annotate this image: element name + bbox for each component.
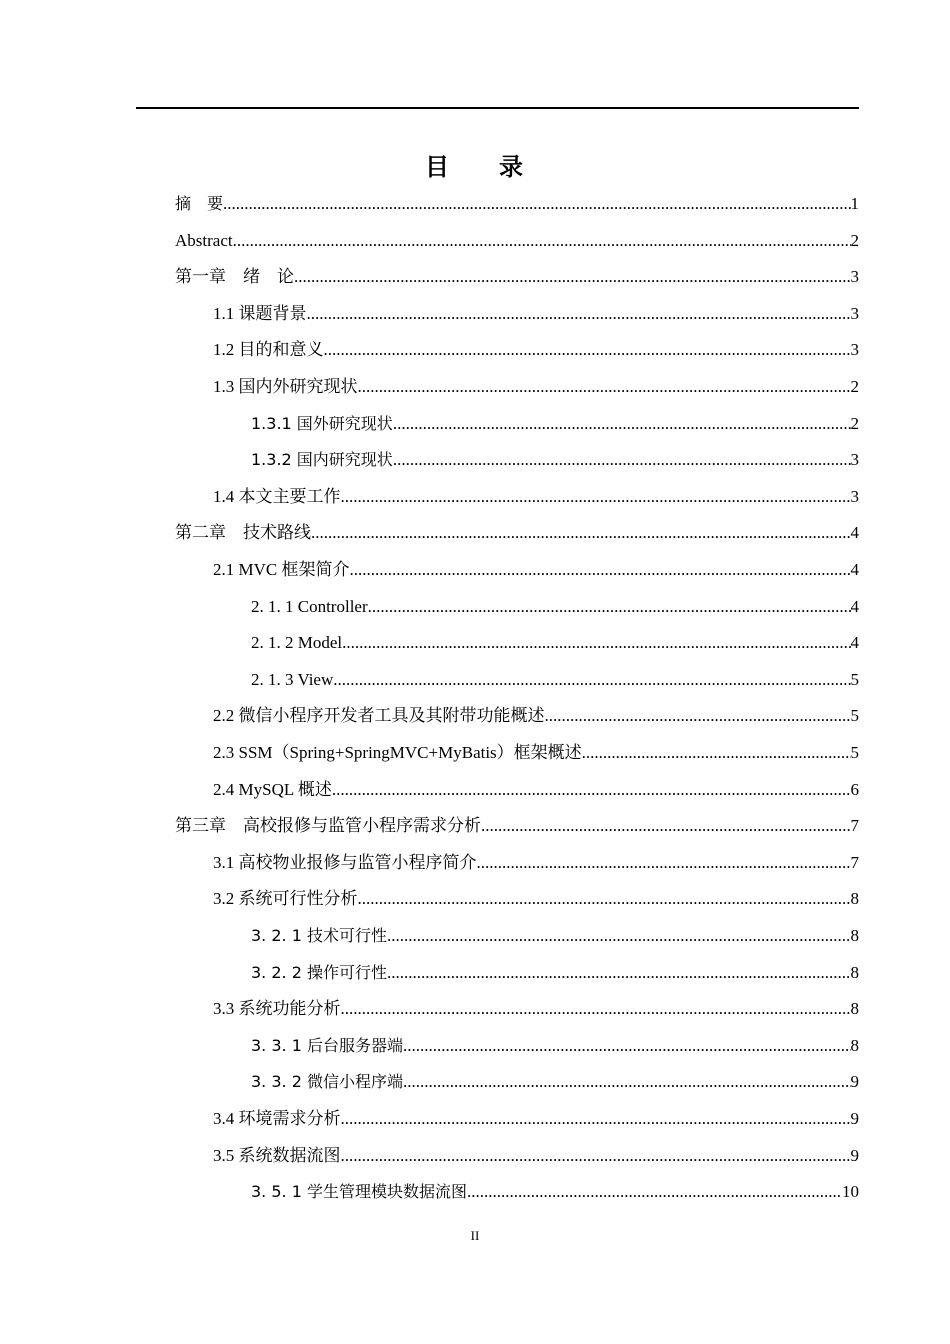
toc-entry-label: 1.3 国内外研究现状 — [213, 377, 358, 396]
toc-leader-dots — [341, 485, 851, 509]
toc-entry[interactable] — [213, 997, 859, 1021]
toc-entry[interactable] — [213, 778, 859, 802]
toc-entry[interactable] — [251, 668, 859, 692]
toc-entry[interactable] — [175, 265, 859, 289]
toc-entry[interactable] — [175, 521, 859, 545]
toc-leader-dots — [341, 1107, 851, 1131]
toc-entry[interactable] — [213, 741, 859, 765]
toc-entry-page: 8 — [850, 1036, 859, 1055]
toc-entry-label: 2.3 SSM（Spring+SpringMVC+MyBatis）框架概述 — [213, 743, 582, 762]
toc-leader-dots — [341, 1144, 851, 1168]
toc-entry-page: 5 — [850, 706, 859, 725]
toc-entry-label: 2. 1. 3 View — [251, 670, 334, 689]
toc-title — [0, 147, 950, 182]
toc-entry[interactable] — [251, 924, 859, 948]
toc-entry-label: 第一章 绪 论 — [175, 267, 294, 286]
toc-entry-label: 3.1 高校物业报修与监管小程序简介 — [213, 853, 477, 872]
toc-entry-page: 5 — [850, 670, 859, 689]
toc-entry[interactable] — [213, 1144, 859, 1168]
toc-leader-dots — [545, 704, 851, 728]
toc-entry-page: 8 — [850, 889, 859, 908]
toc-title-left: 目 — [425, 153, 451, 181]
toc-entry-page: 6 — [850, 780, 859, 799]
footer-page-number: II — [470, 1228, 480, 1243]
toc-entry[interactable] — [213, 851, 859, 875]
toc-leader-dots — [403, 1070, 851, 1094]
toc-leader-dots — [387, 924, 851, 948]
toc-entry[interactable] — [251, 631, 859, 655]
toc-entry-label: 2. 1. 1 Controller — [251, 597, 368, 616]
toc-entry-label: 2.2 微信小程序开发者工具及其附带功能概述 — [213, 706, 545, 725]
toc-entry-label: 第二章 技术路线 — [175, 523, 311, 542]
toc-entry[interactable] — [175, 814, 859, 838]
toc-entry[interactable] — [213, 338, 859, 362]
toc-entry-label: 1.3.1 国外研究现状 — [251, 414, 393, 433]
toc-leader-dots — [582, 741, 851, 765]
toc-entry-label: 2. 1. 2 Model — [251, 633, 343, 652]
toc-entry-label: 2.1 MVC 框架简介 — [213, 560, 350, 579]
toc-entry-page: 8 — [850, 963, 859, 982]
toc-entry-page: 2 — [850, 377, 859, 396]
toc-entry[interactable] — [213, 1107, 859, 1131]
toc-entry-page: 1 — [850, 194, 859, 213]
toc-entry-page: 2 — [850, 414, 859, 433]
toc-entry-label: 3. 5. 1 学生管理模块数据流图 — [251, 1182, 467, 1201]
toc-leader-dots — [477, 851, 851, 875]
toc-leader-dots — [332, 778, 851, 802]
toc-entry-page: 9 — [850, 1072, 859, 1091]
toc-entry-page: 3 — [850, 304, 859, 323]
toc-leader-dots — [349, 558, 850, 582]
toc-leader-dots — [342, 631, 850, 655]
toc-entry[interactable] — [213, 558, 859, 582]
toc-leader-dots — [368, 595, 851, 619]
toc-entry-page: 7 — [850, 816, 859, 835]
toc-entry[interactable] — [251, 1034, 859, 1058]
toc-leader-dots — [467, 1180, 842, 1204]
toc-entry-label: Abstract — [175, 231, 233, 250]
toc-entry-label: 3.2 系统可行性分析 — [213, 889, 358, 908]
toc-entry-label: 3.3 系统功能分析 — [213, 999, 341, 1018]
toc-entry-label: 3.4 环境需求分析 — [213, 1109, 341, 1128]
toc-entry-page: 10 — [842, 1182, 859, 1201]
toc-entry[interactable] — [251, 961, 859, 985]
toc-entry-label: 1.1 课题背景 — [213, 304, 307, 323]
toc-entry[interactable] — [251, 448, 859, 472]
toc-entry-page: 4 — [850, 597, 859, 616]
toc-leader-dots — [341, 997, 851, 1021]
toc-entry-label: 3.5 系统数据流图 — [213, 1146, 341, 1165]
toc-leader-dots — [481, 814, 851, 838]
header-rule — [136, 107, 859, 109]
toc-leader-dots — [358, 375, 851, 399]
toc-entry-page: 2 — [850, 231, 859, 250]
toc-leader-dots — [393, 412, 851, 436]
toc-leader-dots — [387, 961, 851, 985]
toc-entry-page: 4 — [850, 523, 859, 542]
toc-entry-page: 5 — [850, 743, 859, 762]
toc-entry[interactable] — [213, 302, 859, 326]
toc-entry-page: 9 — [850, 1146, 859, 1165]
toc-entry-label: 1.4 本文主要工作 — [213, 487, 341, 506]
toc-entry-page: 7 — [850, 853, 859, 872]
toc-entry[interactable] — [175, 192, 859, 216]
toc-entry[interactable] — [213, 704, 859, 728]
toc-entry-label: 1.2 目的和意义 — [213, 340, 324, 359]
toc-entry-label: 3. 3. 2 微信小程序端 — [251, 1072, 403, 1091]
toc-entry[interactable] — [175, 229, 859, 253]
toc-entry[interactable] — [213, 375, 859, 399]
toc-entry-page: 4 — [850, 633, 859, 652]
toc-entry-page: 8 — [850, 926, 859, 945]
toc-entry-label: 第三章 高校报修与监管小程序需求分析 — [175, 816, 481, 835]
toc-entry-page: 3 — [850, 450, 859, 469]
toc-entry-page: 4 — [850, 560, 859, 579]
toc-leader-dots — [307, 302, 851, 326]
toc-entry-page: 3 — [850, 340, 859, 359]
toc-entry[interactable] — [251, 1070, 859, 1094]
toc-leader-dots — [324, 338, 851, 362]
toc-entry-label: 摘 要 — [175, 194, 224, 213]
toc-entry[interactable] — [251, 595, 859, 619]
toc-entry-label: 3. 3. 1 后台服务器端 — [251, 1036, 403, 1055]
toc-leader-dots — [233, 229, 851, 253]
toc-entry-label: 2.4 MySQL 概述 — [213, 780, 332, 799]
toc-entry[interactable] — [251, 1180, 859, 1204]
toc-entry[interactable] — [251, 412, 859, 436]
toc-leader-dots — [294, 265, 851, 289]
toc-entry-label: 3. 2. 2 操作可行性 — [251, 963, 387, 982]
toc-entry-page: 8 — [850, 999, 859, 1018]
toc-leader-dots — [403, 1034, 851, 1058]
toc-entry-label: 3. 2. 1 技术可行性 — [251, 926, 387, 945]
toc-entry[interactable] — [213, 887, 859, 911]
toc-leader-dots — [333, 668, 850, 692]
toc-leader-dots — [393, 448, 851, 472]
toc-leader-dots — [311, 521, 851, 545]
toc-entry-page: 3 — [850, 267, 859, 286]
toc-leader-dots — [358, 887, 851, 911]
toc-entry-page: 9 — [850, 1109, 859, 1128]
toc-entry-page: 3 — [850, 487, 859, 506]
toc-leader-dots — [223, 192, 850, 216]
toc-entry-label: 1.3.2 国内研究现状 — [251, 450, 393, 469]
toc-entry[interactable] — [213, 485, 859, 509]
toc-title-right: 录 — [499, 153, 525, 181]
